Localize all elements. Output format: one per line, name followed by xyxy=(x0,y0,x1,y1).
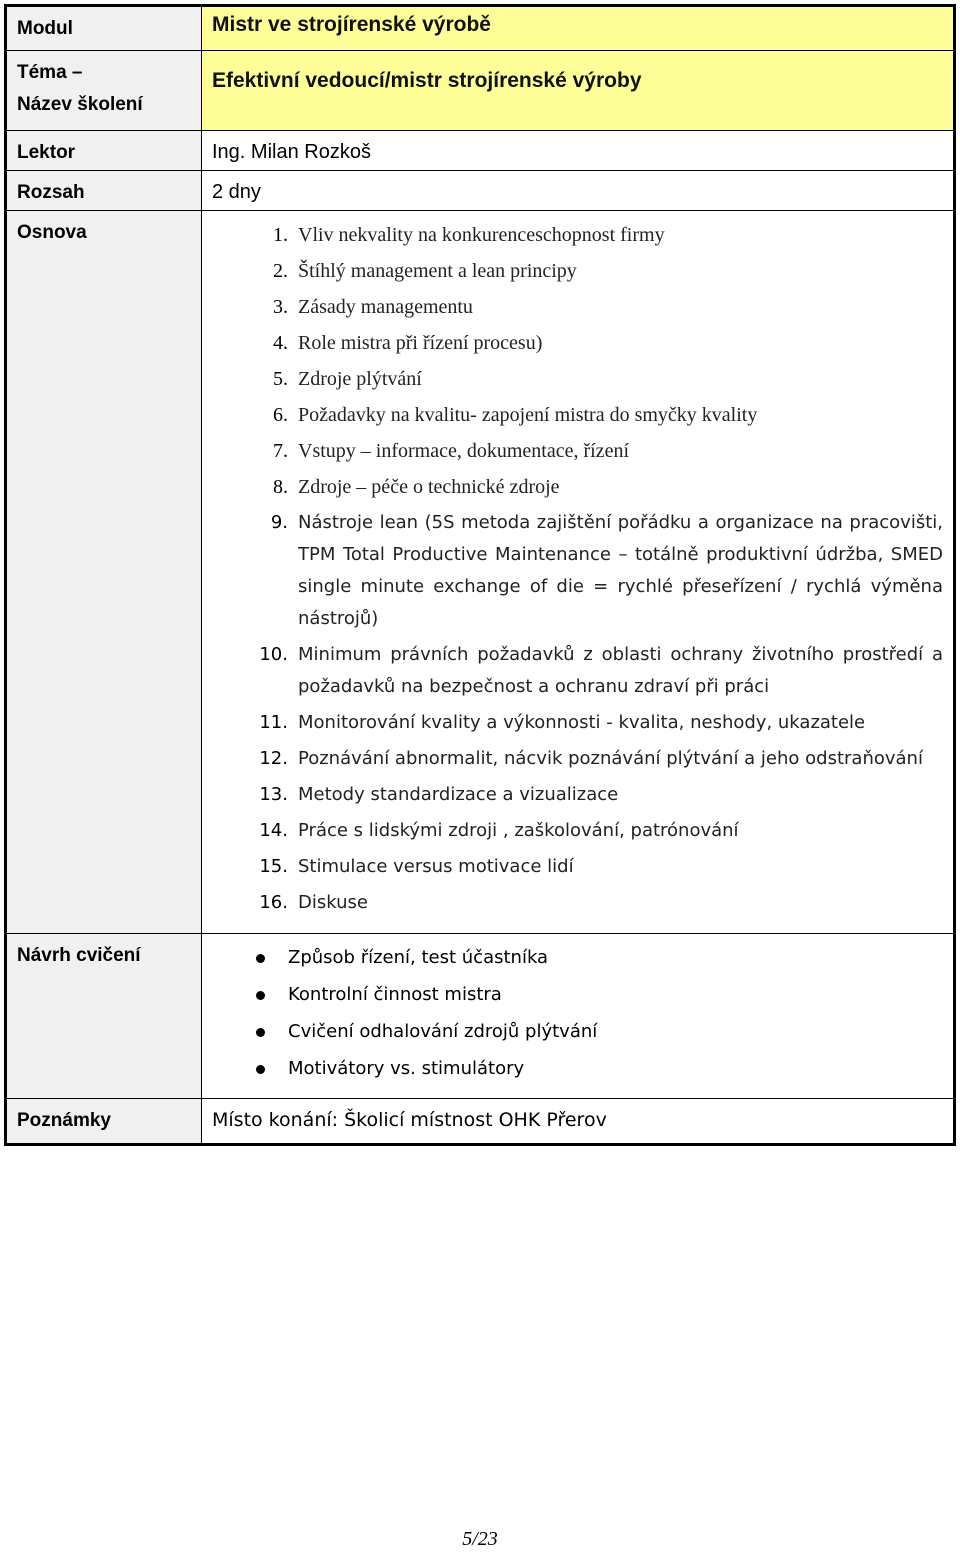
row-tema xyxy=(6,51,955,131)
label-modul: Modul xyxy=(6,6,202,51)
bullet-icon xyxy=(212,942,288,974)
outline-item-text: Monitorování kvality a výkonnosti - kvalita, neshody, ukazatele xyxy=(298,712,866,733)
outline-item-text: Diskuse xyxy=(298,892,368,913)
outline-item-number: 12. xyxy=(259,748,288,769)
value-lektor: Ing. Milan Rozkoš xyxy=(202,131,955,171)
label-lektor: Lektor xyxy=(6,131,202,171)
outline-item-text: Vliv nekvality na konkurenceschopnost firmy xyxy=(298,224,665,246)
outline-item-text: Stimulace versus motivace lidí xyxy=(298,856,574,877)
outline-item xyxy=(212,507,943,635)
row-modul xyxy=(6,6,955,51)
row-navrh xyxy=(6,934,955,1099)
outline-item xyxy=(212,887,943,919)
row-osnova xyxy=(6,211,955,934)
outline-item-text: Minimum právních požadavků z oblasti ochrany životního prostředí a požadavků na bezpečnost a ochranu zdraví při práci xyxy=(298,644,943,697)
outline-item-text: Práce s lidskými zdroji , zaškolování, patrónování xyxy=(298,820,739,841)
row-rozsah xyxy=(6,171,955,211)
label-tema-line2: Název školení xyxy=(17,94,143,115)
outline-item xyxy=(212,639,943,703)
outline-item xyxy=(212,363,943,395)
label-navrh: Návrh cvičení xyxy=(6,934,202,1099)
page-number: 5/23 xyxy=(462,1528,498,1550)
outline-item-text: Vstupy – informace, dokumentace, řízení xyxy=(298,440,629,462)
value-rozsah: 2 dny xyxy=(202,171,955,211)
outline-item-number: 13. xyxy=(259,784,288,805)
row-poznamky xyxy=(6,1099,955,1145)
exercise-item xyxy=(212,1053,943,1085)
outline-item-text: Metody standardizace a vizualizace xyxy=(298,784,619,805)
label-osnova: Osnova xyxy=(6,211,202,934)
outline-item-text: Role mistra při řízení procesu) xyxy=(298,332,543,354)
exercise-item-text: Způsob řízení, test účastníka xyxy=(288,947,549,968)
bullet-icon xyxy=(212,979,288,1011)
outline-item-number: 1. xyxy=(273,224,288,246)
label-poznamky: Poznámky xyxy=(6,1099,202,1145)
outline-item xyxy=(212,471,943,503)
exercise-item xyxy=(212,1016,943,1048)
row-lektor xyxy=(6,131,955,171)
outline-list xyxy=(212,217,943,933)
outline-item-number: 4. xyxy=(273,332,288,354)
outline-item xyxy=(212,435,943,467)
value-poznamky: Místo konání: Školicí místnost OHK Přerov xyxy=(202,1099,955,1145)
exercise-list xyxy=(212,940,943,1098)
outline-item xyxy=(212,219,943,251)
value-navrh xyxy=(202,934,955,1099)
outline-item-number: 2. xyxy=(273,260,288,282)
value-tema xyxy=(202,51,955,131)
value-tema-text: Efektivní vedoucí/mistr strojírenské výroby xyxy=(212,69,642,92)
outline-item xyxy=(212,255,943,287)
outline-item xyxy=(212,815,943,847)
bullet-icon xyxy=(212,1016,288,1048)
outline-item-number: 5. xyxy=(273,368,288,390)
outline-item-number: 3. xyxy=(273,296,288,318)
outline-item xyxy=(212,399,943,431)
value-osnova xyxy=(202,211,955,934)
exercise-item xyxy=(212,979,943,1011)
outline-item-number: 14. xyxy=(259,820,288,841)
outline-item xyxy=(212,327,943,359)
outline-item xyxy=(212,851,943,883)
outline-item xyxy=(212,743,943,775)
exercise-item-text: Cvičení odhalování zdrojů plýtvání xyxy=(288,1021,598,1042)
outline-item-text: Požadavky na kvalitu- zapojení mistra do smyčky kvality xyxy=(298,404,758,426)
outline-item-text: Štíhlý management a lean principy xyxy=(298,260,577,282)
outline-item xyxy=(212,779,943,811)
bullet-icon xyxy=(212,1053,288,1085)
outline-item-number: 6. xyxy=(273,404,288,426)
outline-item xyxy=(212,291,943,323)
exercise-item-text: Motivátory vs. stimulátory xyxy=(288,1058,525,1079)
outline-item-text: Zdroje – péče o technické zdroje xyxy=(298,476,560,498)
outline-item-number: 8. xyxy=(273,476,288,498)
outline-item-number: 7. xyxy=(273,440,288,462)
label-tema xyxy=(6,51,202,131)
course-table xyxy=(4,4,956,1146)
label-tema-line1: Téma – xyxy=(17,62,83,83)
outline-item-number: 9. xyxy=(270,512,288,533)
exercise-item xyxy=(212,942,943,974)
outline-item-text: Nástroje lean (5S metoda zajištění pořádku a organizace na pracovišti, TPM Total Productive Maintenance – totálně produktivní údržba, SMED single minute exchange of die = rychlé přeseřízení / rychlá výměna nástrojů) xyxy=(298,512,943,629)
value-modul: Mistr ve strojírenské výrobě xyxy=(202,6,955,51)
outline-item-number: 10. xyxy=(259,644,288,665)
outline-item-number: 15. xyxy=(259,856,288,877)
outline-item xyxy=(212,707,943,739)
exercise-item-text: Kontrolní činnost mistra xyxy=(288,984,502,1005)
outline-item-text: Zdroje plýtvání xyxy=(298,368,422,390)
outline-item-text: Poznávání abnormalit, nácvik poznávání plýtvání a jeho odstraňování xyxy=(298,748,923,769)
outline-item-number: 11. xyxy=(259,712,288,733)
label-rozsah: Rozsah xyxy=(6,171,202,211)
outline-item-text: Zásady managementu xyxy=(298,296,473,318)
outline-item-number: 16. xyxy=(259,892,288,913)
